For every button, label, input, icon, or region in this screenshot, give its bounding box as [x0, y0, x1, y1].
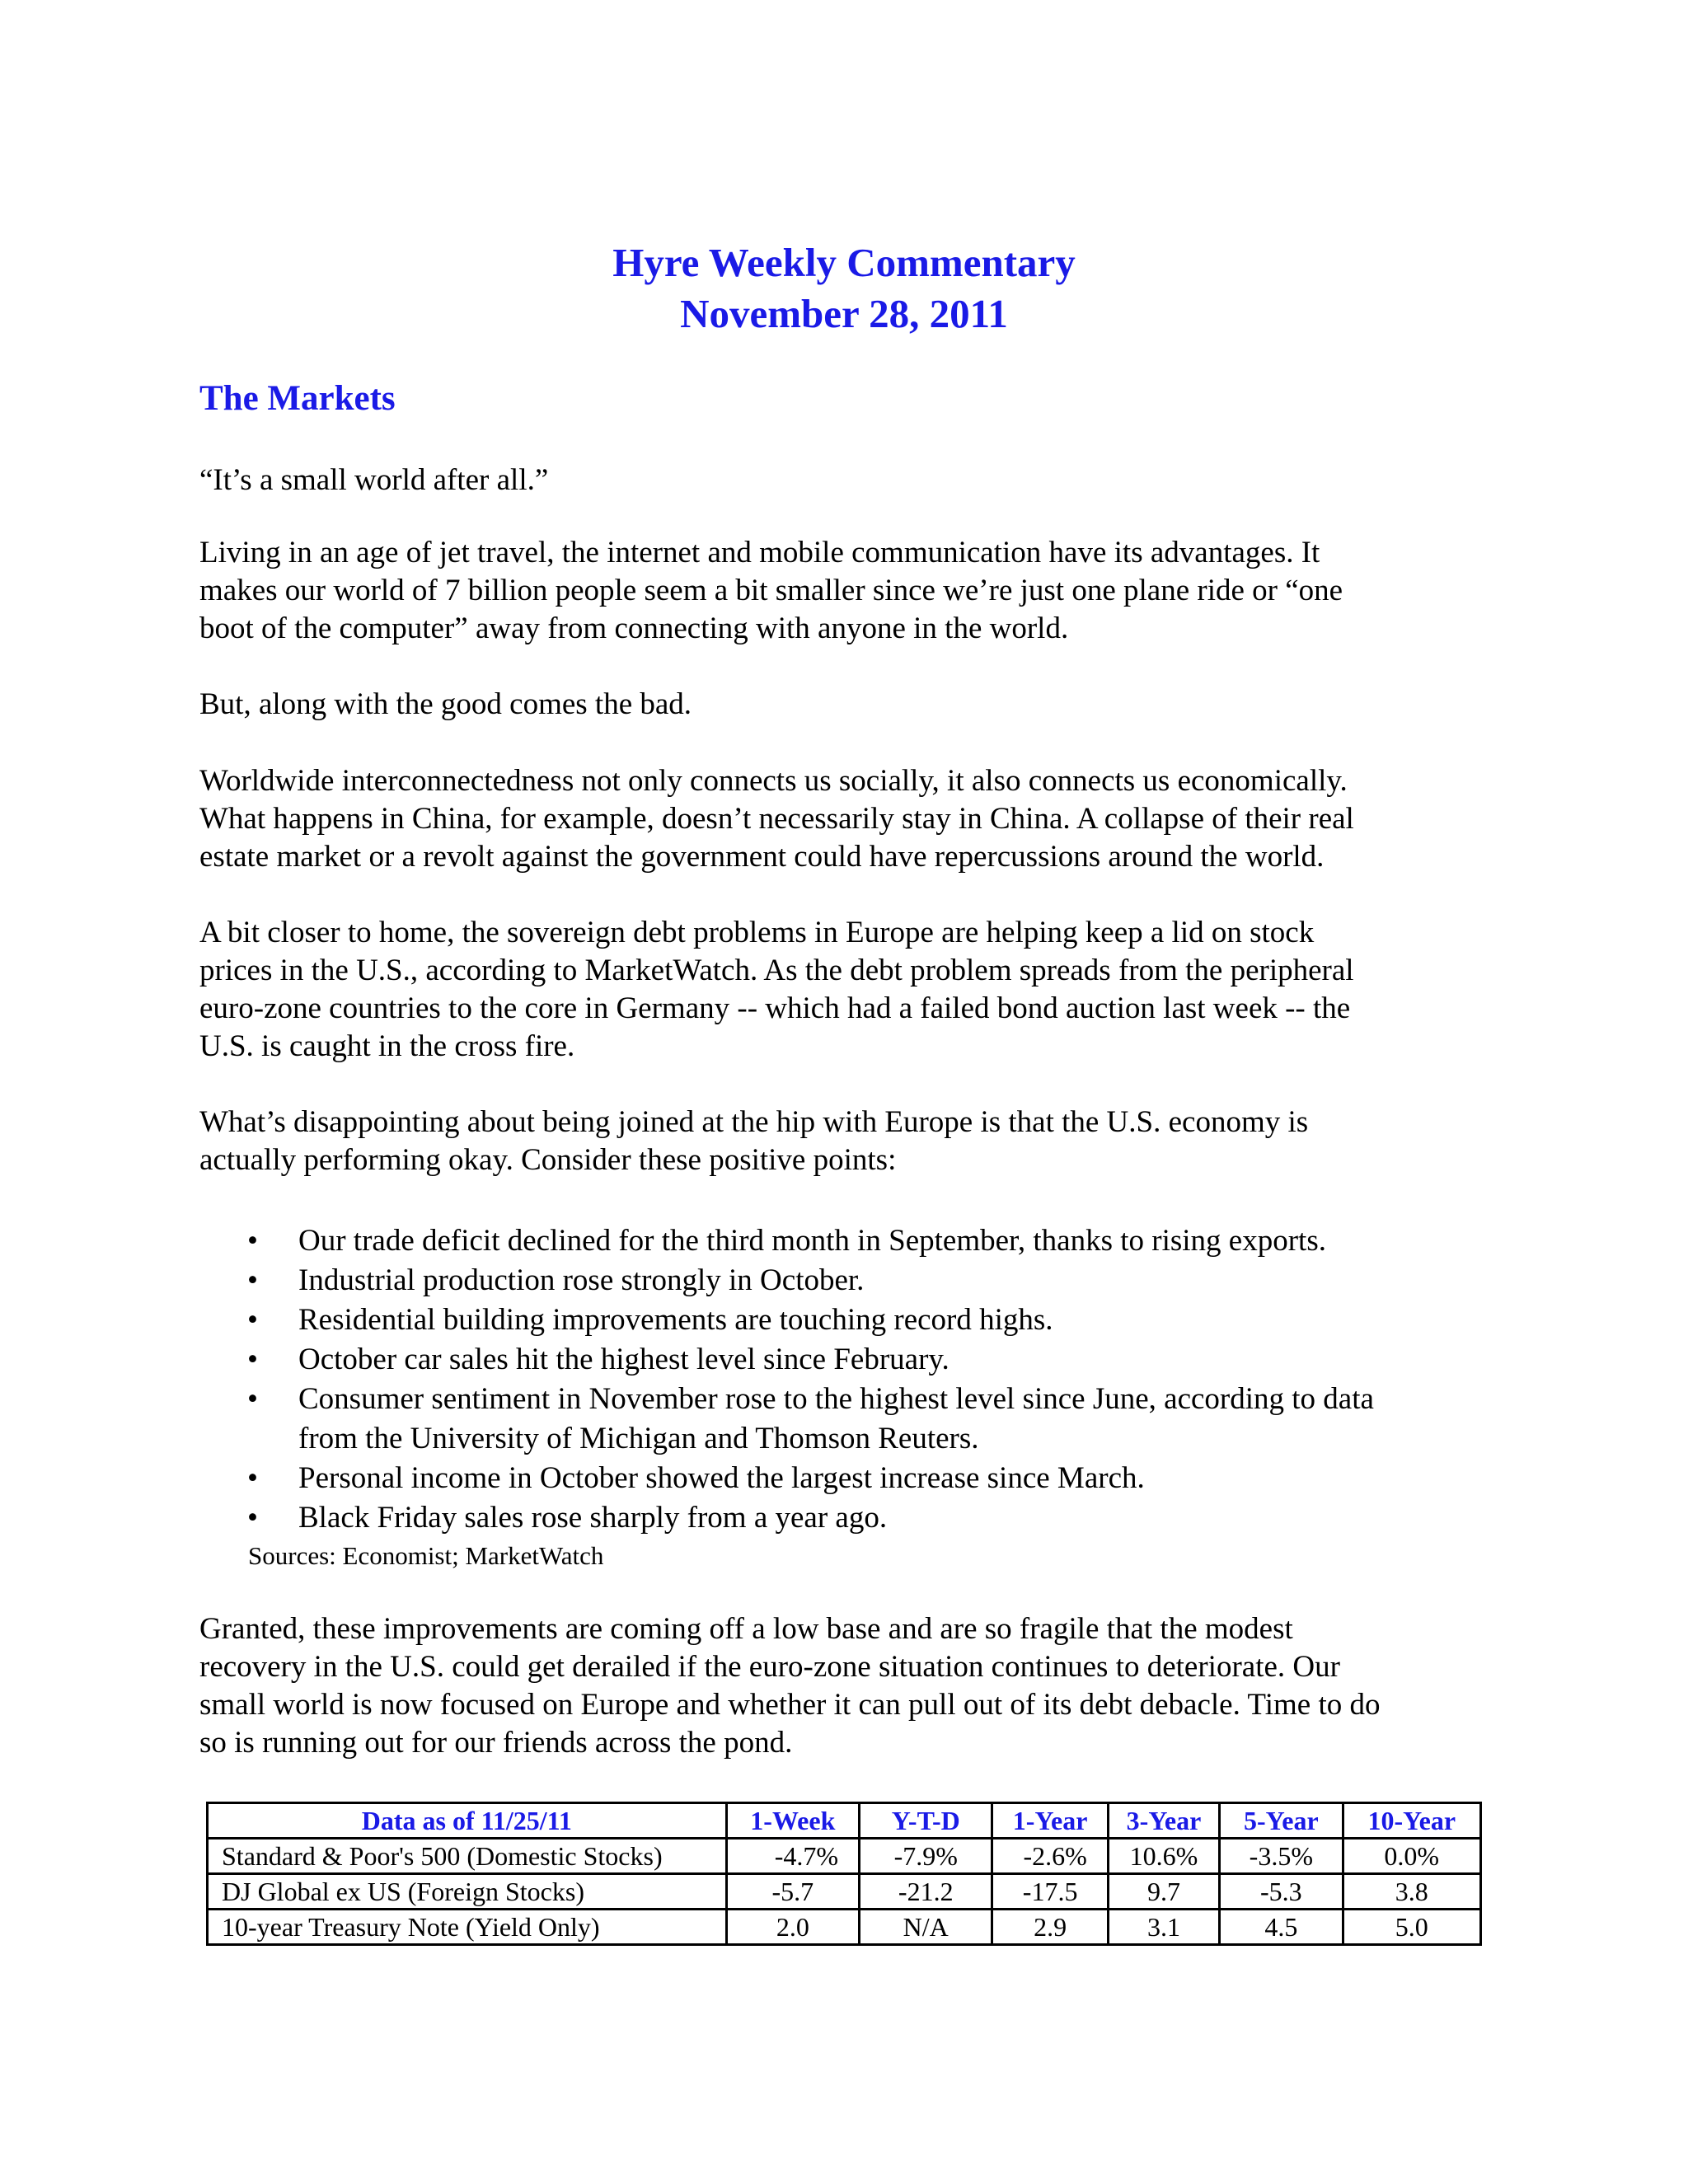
section-heading: The Markets — [199, 379, 396, 418]
list-item — [199, 1301, 1518, 1340]
paragraph-line: so is running out for our friends across the pond. — [199, 1726, 793, 1760]
paragraph-closing — [199, 1610, 1518, 1762]
list-item — [199, 1459, 1518, 1498]
list-item-text: Black Friday sales rose sharply from a year ago. — [298, 1501, 888, 1535]
list-item — [199, 1498, 1518, 1538]
table-header-cell: Data as of 11/25/11 — [208, 1803, 727, 1839]
table-cell-name: Standard & Poor's 500 (Domestic Stocks) — [208, 1839, 727, 1874]
table-cell: 0.0% — [1343, 1839, 1480, 1874]
table-cell: 10.6% — [1108, 1839, 1219, 1874]
paragraph-line: “It’s a small world after all.” — [199, 463, 549, 497]
table-row — [208, 1839, 1481, 1874]
list-item-text: October car sales hit the highest level since February. — [298, 1343, 950, 1376]
document-title: Hyre Weekly Commentary — [612, 240, 1076, 285]
table-row — [208, 1910, 1481, 1945]
bullet-icon: • — [247, 1382, 258, 1416]
table-cell: -4.7% — [726, 1839, 859, 1874]
paragraph-intro — [199, 534, 1518, 648]
bullet-icon: • — [247, 1343, 258, 1376]
table-cell: -17.5 — [992, 1874, 1108, 1910]
table-cell: 2.9 — [992, 1910, 1108, 1945]
paragraph-line: small world is now focused on Europe and whether it can pull out of its debt debacle. Time to do — [199, 1688, 1381, 1722]
paragraph-quote — [199, 462, 1518, 499]
sources-note: Sources: Economist; MarketWatch — [248, 1541, 604, 1570]
table-cell-name: DJ Global ex US (Foreign Stocks) — [208, 1874, 727, 1910]
paragraph-good-bad — [199, 686, 1518, 724]
document-title-block — [0, 237, 1688, 340]
paragraph-line: What happens in China, for example, doesn’t necessarily stay in China. A collapse of their real — [199, 802, 1354, 836]
table-cell: 4.5 — [1220, 1910, 1343, 1945]
table-header-cell: 1-Year — [992, 1803, 1108, 1839]
list-item-text: from the University of Michigan and Thomson Reuters. — [298, 1422, 979, 1455]
bullet-icon: • — [247, 1263, 258, 1297]
paragraph-interconnectedness — [199, 762, 1518, 876]
bullet-icon: • — [247, 1501, 258, 1535]
list-item-text: Residential building improvements are touching record highs. — [298, 1303, 1053, 1337]
table-cell: -3.5% — [1220, 1839, 1343, 1874]
list-item — [199, 1261, 1518, 1301]
bullet-icon: • — [247, 1224, 258, 1258]
table-header-cell: Y-T-D — [860, 1803, 992, 1839]
paragraph-line: actually performing okay. Consider these positive points: — [199, 1143, 897, 1177]
table-cell: -7.9% — [860, 1839, 992, 1874]
table-cell: 3.8 — [1343, 1874, 1480, 1910]
bullet-icon: • — [247, 1303, 258, 1337]
paragraph-line: boot of the computer” away from connecting with anyone in the world. — [199, 612, 1069, 645]
paragraph-line: But, along with the good comes the bad. — [199, 687, 692, 721]
table-cell: -5.7 — [726, 1874, 859, 1910]
table-header-cell: 5-Year — [1220, 1803, 1343, 1839]
list-item-text: Personal income in October showed the largest increase since March. — [298, 1461, 1145, 1495]
paragraph-line: A bit closer to home, the sovereign debt problems in Europe are helping keep a lid on stock — [199, 916, 1315, 949]
table-header-cell: 10-Year — [1343, 1803, 1480, 1839]
paragraph-disappointing — [199, 1104, 1518, 1179]
table-header-cell: 3-Year — [1108, 1803, 1219, 1839]
paragraph-line: estate market or a revolt against the government could have repercussions around the world. — [199, 840, 1325, 874]
table-cell: 2.0 — [726, 1910, 859, 1945]
paragraph-line: euro-zone countries to the core in Germany -- which had a failed bond auction last week -- the — [199, 991, 1351, 1025]
paragraph-line: prices in the U.S., according to MarketWatch. As the debt problem spreads from the peripheral — [199, 954, 1354, 987]
table-cell: 5.0 — [1343, 1910, 1480, 1945]
table-cell: -2.6% — [992, 1839, 1108, 1874]
bullet-icon: • — [247, 1461, 258, 1495]
paragraph-europe-debt — [199, 914, 1518, 1066]
list-item — [199, 1221, 1518, 1261]
paragraph-line: Living in an age of jet travel, the internet and mobile communication have its advantages. It — [199, 536, 1320, 569]
list-item — [199, 1380, 1518, 1459]
positive-points-list — [199, 1221, 1518, 1538]
table-header-row — [208, 1803, 1481, 1839]
table-cell: -21.2 — [860, 1874, 992, 1910]
list-item-text: Industrial production rose strongly in October. — [298, 1263, 865, 1297]
paragraph-line: Worldwide interconnectedness not only connects us socially, it also connects us economically. — [199, 764, 1348, 798]
table-cell: 3.1 — [1108, 1910, 1219, 1945]
table-cell: -5.3 — [1220, 1874, 1343, 1910]
paragraph-line: recovery in the U.S. could get derailed if the euro-zone situation continues to deteriorate. Our — [199, 1650, 1340, 1684]
list-item-text: Our trade deficit declined for the third month in September, thanks to rising exports. — [298, 1224, 1326, 1258]
table-header-cell: 1-Week — [726, 1803, 859, 1839]
paragraph-line: U.S. is caught in the cross fire. — [199, 1029, 575, 1063]
list-item-text: Consumer sentiment in November rose to the highest level since June, according to data — [298, 1382, 1374, 1416]
paragraph-line: What’s disappointing about being joined at the hip with Europe is that the U.S. economy is — [199, 1105, 1309, 1139]
market-data-table — [206, 1802, 1482, 1946]
table-cell: 9.7 — [1108, 1874, 1219, 1910]
table-cell: N/A — [860, 1910, 992, 1945]
table-cell-name: 10-year Treasury Note (Yield Only) — [208, 1910, 727, 1945]
document-date: November 28, 2011 — [680, 291, 1008, 336]
table-row — [208, 1874, 1481, 1910]
paragraph-line: Granted, these improvements are coming off a low base and are so fragile that the modest — [199, 1612, 1293, 1646]
paragraph-line: makes our world of 7 billion people seem a bit smaller since we’re just one plane ride or “one — [199, 574, 1343, 607]
list-item — [199, 1340, 1518, 1380]
